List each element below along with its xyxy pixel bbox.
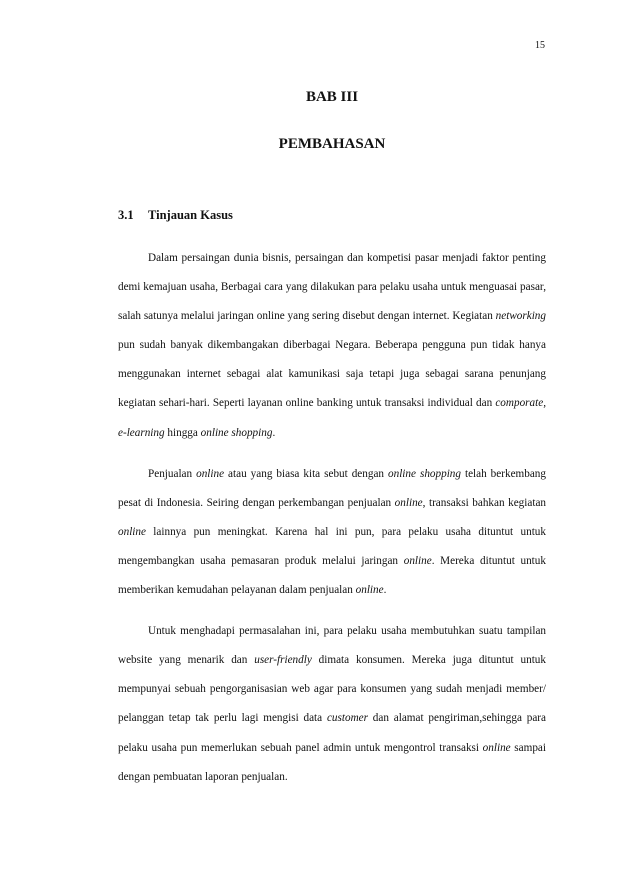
section-number: 3.1 xyxy=(118,208,134,222)
paragraph-2-text: lainnya pun meningkat. Karena hal ini pun, para pelaku usaha dituntut untuk mengembangkan usaha pemasaran produk melalui jaringan xyxy=(118,525,546,567)
paragraph-3-text: dimata konsumen. Mereka juga dituntut untuk mempunyai sebuah pengorganisasian web agar para konsumen yang sudah menjadi member/ pelanggan tetap tak perlu lagi mengisi data xyxy=(118,654,546,725)
paragraph-3 xyxy=(118,617,546,792)
paragraph-2-text: Penjualan xyxy=(148,467,197,480)
chapter-title: PEMBAHASAN xyxy=(278,136,386,152)
italic-term: online shopping xyxy=(388,467,461,480)
paragraph-2-text: telah berkembang pesat di Indonesia. Seiring dengan perkembangan penjualan xyxy=(118,467,546,509)
paragraph-1-text: Dalam persaingan dunia bisnis, persaingan dan kompetisi pasar menjadi faktor penting demi kemajuan usaha, Berbagai cara yang dilakukan para pelaku usaha untuk menguasai pasar, salah satunya melalui jaringan online yang sering disebut dengan internet. Kegiatan xyxy=(118,252,546,323)
paragraph-1-text: hingga xyxy=(164,426,201,439)
italic-term: comporate, e-learning xyxy=(118,397,546,439)
paragraph-2-text: , transaksi bahkan kegiatan xyxy=(422,496,546,509)
italic-term: online shopping xyxy=(200,426,273,439)
paragraph-2 xyxy=(118,460,546,605)
paragraph-3-text: Untuk menghadapi permasalahan ini, para pelaku usaha membutuhkan suatu tampilan website yang menarik dan xyxy=(118,625,546,667)
section-heading xyxy=(118,208,233,223)
paragraph-3-text: sampai dengan pembuatan laporan penjualan. xyxy=(118,741,546,783)
italic-term: online xyxy=(403,554,432,567)
body-text xyxy=(118,244,546,804)
italic-term: online xyxy=(394,496,423,509)
italic-term: online xyxy=(355,584,384,597)
chapter-heading: BAB III xyxy=(305,89,359,105)
paragraph-1 xyxy=(118,244,546,448)
section-title: Tinjauan Kasus xyxy=(148,208,233,222)
paragraph-1-text: pun sudah banyak dikembangakan diberbagai Negara. Beberapa pengguna pun tidak hanya menggunakan internet sebagai alat kamunikasi saja tetapi juga sebagai sarana penunjang kegiatan sehari-hari. Seperti layanan online banking untuk transaksi individual dan xyxy=(118,339,546,410)
paragraph-3-text: dan alamat pengiriman,sehingga para pelaku usaha pun memerlukan sebuah panel admin untuk mengontrol transaksi xyxy=(118,712,546,754)
paragraph-1-text: . xyxy=(272,426,276,439)
paragraph-2-text: atau yang biasa kita sebut dengan xyxy=(224,467,389,480)
italic-term: online xyxy=(482,741,511,754)
italic-term: customer xyxy=(326,712,368,725)
italic-term: online xyxy=(118,525,146,538)
paragraph-2-text: . Mereka dituntut untuk memberikan kemudahan pelayanan dalam penjualan xyxy=(118,554,546,597)
italic-term: user-friendly xyxy=(254,654,312,667)
page-number: 15 xyxy=(535,40,545,51)
paragraph-2-text: . xyxy=(383,584,387,597)
italic-term: networking xyxy=(495,310,546,323)
italic-term: online xyxy=(196,467,225,480)
